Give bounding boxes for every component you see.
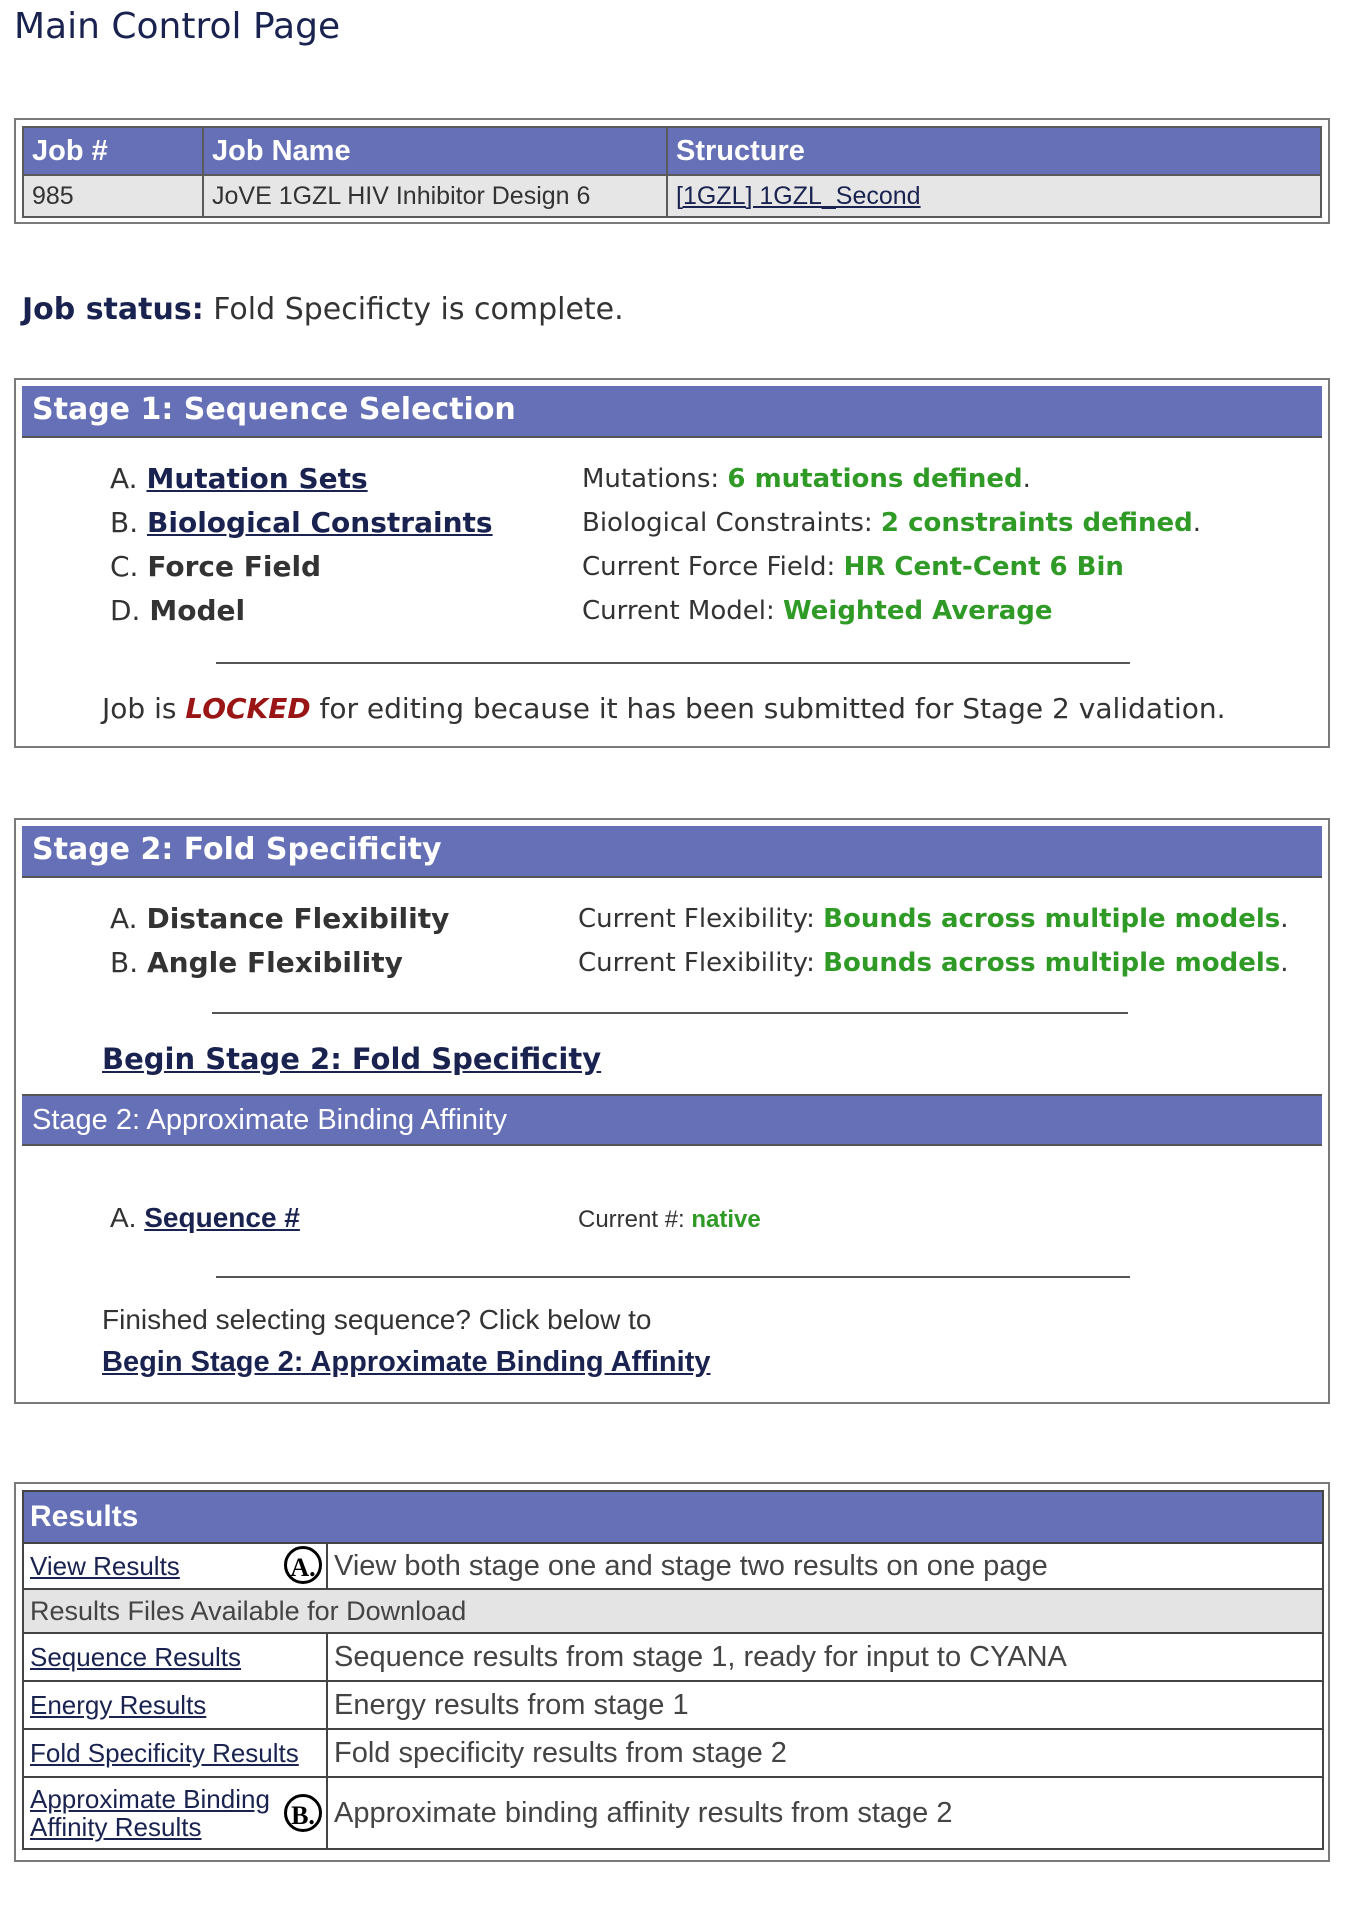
- energy-results-link[interactable]: Energy Results: [30, 1689, 207, 1720]
- annotation-badge-b: B.: [284, 1794, 322, 1832]
- view-results-cell: [23, 1543, 327, 1589]
- status-suffix: .: [1280, 948, 1289, 978]
- status-label: Current Force Field:: [582, 552, 836, 582]
- sequence-results-link[interactable]: Sequence Results: [30, 1641, 242, 1672]
- fold-specificity-results-link[interactable]: Fold Specificity Results: [30, 1737, 299, 1768]
- status-suffix: .: [1192, 508, 1202, 538]
- begin-binding-affinity-link[interactable]: Begin Stage 2: Approximate Binding Affinity: [102, 1346, 711, 1378]
- status-value: Bounds across multiple models: [823, 948, 1281, 978]
- stage1-item-a: [110, 462, 368, 495]
- status-value: HR Cent-Cent 6 Bin: [843, 552, 1124, 582]
- mutation-sets-link[interactable]: Mutation Sets: [146, 462, 368, 495]
- item-letter: D.: [110, 594, 141, 627]
- job-table: [14, 118, 1330, 224]
- item-letter: C.: [110, 550, 139, 583]
- divider: [216, 662, 1130, 664]
- status-suffix: .: [1022, 464, 1031, 494]
- job-status: [22, 292, 624, 327]
- status-value: Weighted Average: [783, 596, 1053, 626]
- sequence-prompt: Finished selecting sequence? Click below to: [102, 1304, 652, 1335]
- job-status-label: Job status:: [22, 292, 204, 327]
- stage2-fold-title: Stage 2: Fold Specificity: [22, 826, 1322, 876]
- job-number-header: Job #: [23, 127, 203, 175]
- energy-results-desc: Energy results from stage 1: [327, 1681, 1323, 1729]
- structure-header: Structure: [667, 127, 1321, 175]
- status-label: Current Model:: [582, 596, 775, 626]
- item-letter: B.: [110, 946, 139, 979]
- model-status: [582, 596, 1053, 626]
- stage1-panel: [14, 378, 1330, 748]
- distance-flexibility-status: [578, 904, 1289, 934]
- status-label: Mutations:: [582, 464, 720, 494]
- link-line-2: Affinity Results: [30, 1812, 202, 1842]
- sequence-status: [578, 1206, 761, 1234]
- status-label: Current Flexibility:: [578, 904, 815, 934]
- status-value: native: [691, 1206, 761, 1233]
- lock-suffix: for editing because it has been submitted for Stage 2 validation.: [319, 692, 1226, 725]
- lock-message: [102, 692, 1226, 725]
- begin-fold-specificity-link[interactable]: Begin Stage 2: Fold Specificity: [102, 1042, 602, 1076]
- status-value: Bounds across multiple models: [823, 904, 1281, 934]
- item-letter: A.: [110, 1202, 137, 1233]
- structure-link[interactable]: [1GZL] 1GZL_Second: [676, 181, 921, 210]
- mutations-status: [582, 464, 1031, 494]
- sequence-item: [110, 1202, 300, 1234]
- status-label: Biological Constraints:: [582, 508, 873, 538]
- force-field-label: Force Field: [147, 550, 322, 583]
- approximate-binding-affinity-results-link[interactable]: [30, 1784, 270, 1842]
- stage2-panel: [14, 818, 1330, 1404]
- status-suffix: .: [1280, 904, 1289, 934]
- sequence-number-link[interactable]: Sequence #: [144, 1202, 300, 1233]
- fold-specificity-results-desc: Fold specificity results from stage 2: [327, 1729, 1323, 1777]
- angle-flexibility-status: [578, 948, 1289, 978]
- item-letter: A.: [110, 902, 138, 935]
- distance-flexibility-label: Distance Flexibility: [146, 902, 450, 935]
- job-name: JoVE 1GZL HIV Inhibitor Design 6: [203, 175, 667, 217]
- stage1-title: Stage 1: Sequence Selection: [22, 386, 1322, 436]
- stage1-item-b: [110, 506, 493, 539]
- status-value: 2 constraints defined: [880, 508, 1193, 538]
- downloads-header: Results Files Available for Download: [23, 1589, 1323, 1633]
- angle-flexibility-item: [110, 946, 403, 979]
- constraints-status: [582, 508, 1201, 538]
- status-label: Current #:: [578, 1206, 685, 1233]
- status-value: 6 mutations defined: [727, 464, 1023, 494]
- sequence-results-desc: Sequence results from stage 1, ready for input to CYANA: [327, 1633, 1323, 1681]
- stage2-affinity-title: Stage 2: Approximate Binding Affinity: [22, 1096, 1322, 1144]
- divider: [216, 1276, 1130, 1278]
- view-results-link[interactable]: View Results: [30, 1550, 180, 1581]
- status-label: Current Flexibility:: [578, 948, 815, 978]
- lock-prefix: Job is: [102, 692, 177, 725]
- annotation-badge-a: A.: [284, 1546, 322, 1584]
- divider: [212, 1012, 1128, 1014]
- item-letter: B.: [110, 506, 139, 539]
- stage1-item-c: [110, 550, 321, 583]
- distance-flexibility-item: [110, 902, 449, 935]
- page-title: Main Control Page: [14, 6, 341, 47]
- model-label: Model: [149, 594, 246, 627]
- affinity-results-desc: Approximate binding affinity results from stage 2: [327, 1777, 1323, 1849]
- view-results-desc: View both stage one and stage two results on one page: [327, 1543, 1323, 1589]
- angle-flexibility-label: Angle Flexibility: [147, 946, 403, 979]
- force-field-status: [582, 552, 1124, 582]
- link-line-1: Approximate Binding: [30, 1784, 270, 1814]
- biological-constraints-link[interactable]: Biological Constraints: [147, 506, 493, 539]
- stage1-item-d: [110, 594, 245, 627]
- results-title: Results: [23, 1491, 1323, 1543]
- results-panel: [14, 1482, 1330, 1862]
- job-name-header: Job Name: [203, 127, 667, 175]
- job-status-text: Fold Specificty is complete.: [213, 292, 624, 327]
- job-number: 985: [23, 175, 203, 217]
- item-letter: A.: [110, 462, 138, 495]
- locked-text: LOCKED: [185, 692, 311, 725]
- affinity-results-cell: [23, 1777, 327, 1849]
